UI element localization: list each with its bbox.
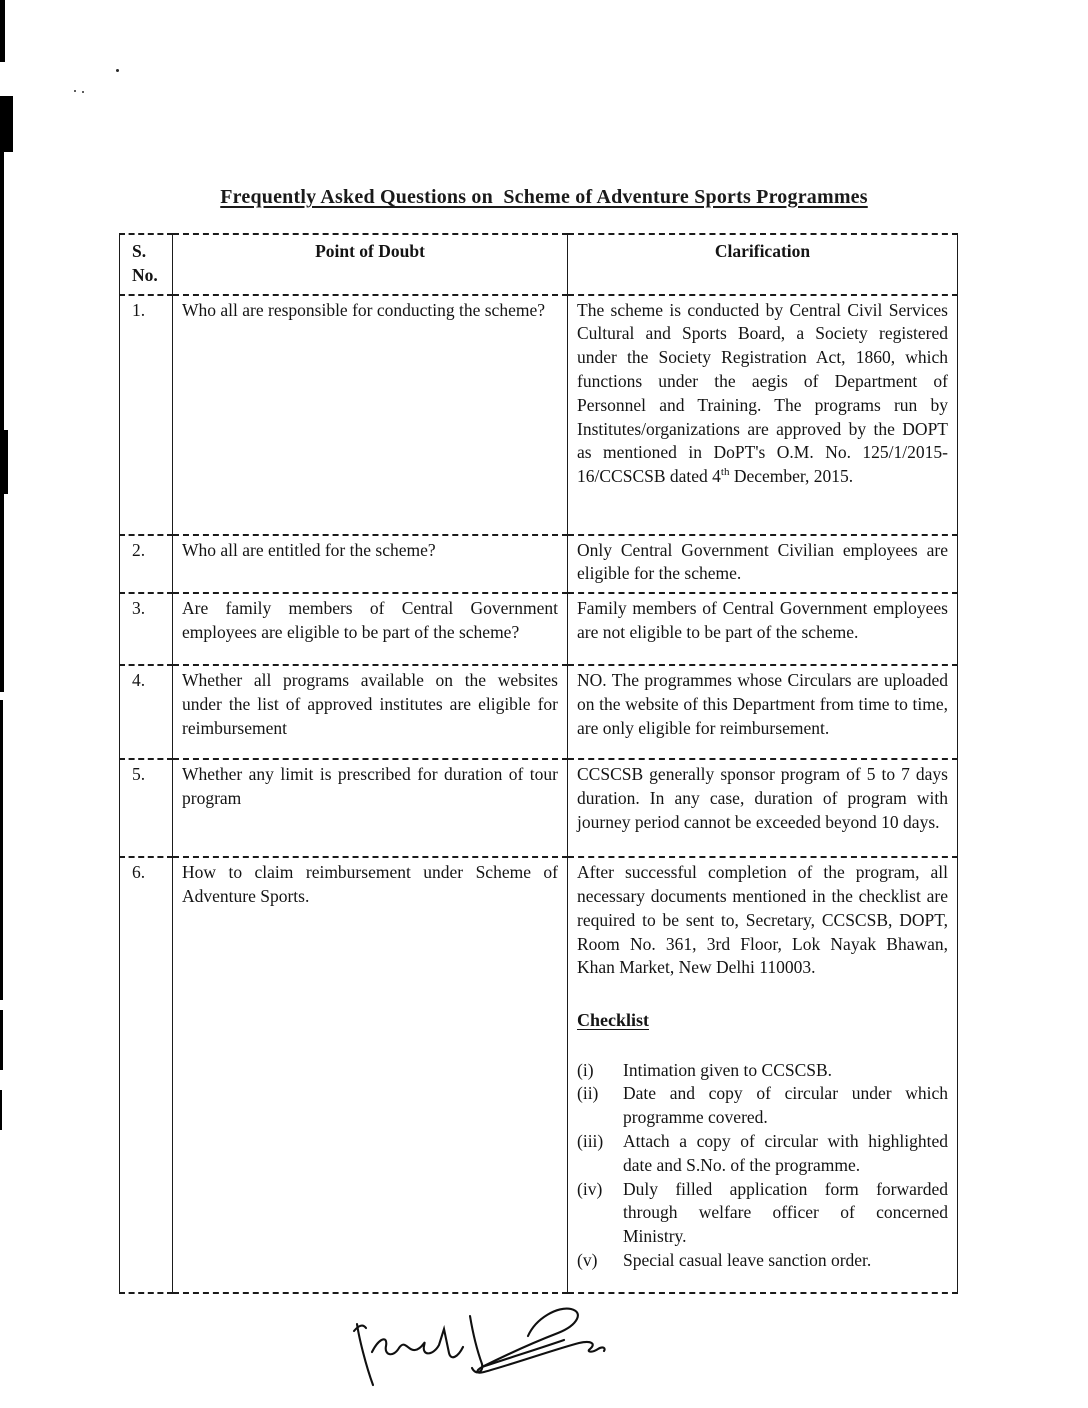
checklist-item-marker: (iii) — [577, 1131, 604, 1152]
scan-edge-mark — [0, 0, 5, 62]
header-clarification: Clarification — [568, 234, 958, 295]
row-doubt: Who all are responsible for conducting the scheme? — [173, 295, 568, 535]
row-sno: 3. — [120, 593, 173, 665]
row-doubt: Whether any limit is prescribed for duration of tour program — [173, 759, 568, 857]
signature — [342, 1294, 610, 1394]
checklist-item-text: Duly filled application form forwarded through welfare officer of concerned Ministry. — [623, 1178, 948, 1247]
table-header-row — [120, 234, 958, 295]
row-clarification: Only Central Government Civilian employees are eligible for the scheme. — [568, 535, 958, 594]
page-title-text: Frequently Asked Questions on Scheme of Adventure Sports Programmes — [220, 186, 868, 208]
scan-edge-mark — [0, 1090, 2, 1130]
row-sno: 6. — [120, 857, 173, 1293]
row-sno: 5. — [120, 759, 173, 857]
row-doubt: Are family members of Central Government employees are eligible to be part of the scheme? — [173, 593, 568, 665]
row-sno: 2. — [120, 535, 173, 594]
row-sno: 1. — [120, 295, 173, 535]
checklist-item — [577, 1059, 948, 1083]
faq-table — [119, 233, 958, 1294]
checklist-item-marker: (v) — [577, 1250, 598, 1271]
scan-speck — [74, 90, 76, 92]
table-row — [120, 535, 958, 594]
checklist-item — [577, 1178, 948, 1249]
table-row — [120, 857, 958, 1293]
checklist — [577, 1059, 948, 1273]
checklist-item — [577, 1249, 948, 1273]
table-row — [120, 759, 958, 857]
scan-edge-mark — [0, 430, 8, 494]
checklist-item-marker: (ii) — [577, 1083, 599, 1104]
row-clarification: CCSCSB generally sponsor program of 5 to 7 days duration. In any case, duration of program with journey period cannot be exceeded beyond 10 days. — [568, 759, 958, 857]
scan-edge-mark — [0, 700, 3, 1000]
row-doubt: How to claim reimbursement under Scheme of Adventure Sports. — [173, 857, 568, 1293]
scan-speck — [82, 91, 84, 93]
checklist-item-text: Special casual leave sanction order. — [623, 1250, 872, 1271]
checklist-item-text: Date and copy of circular under which programme covered. — [623, 1083, 948, 1128]
scan-edge-mark — [0, 1010, 3, 1070]
scan-edge-mark — [0, 152, 4, 692]
header-point-of-doubt: Point of Doubt — [173, 234, 568, 295]
row-clarification — [568, 857, 958, 1293]
row-clarification: NO. The programmes whose Circulars are uploaded on the website of this Department from time to time, are only eligible for reimbursement. — [568, 665, 958, 759]
clarification-text — [577, 299, 948, 489]
table-row — [120, 665, 958, 759]
header-sno-line2: No. — [132, 264, 158, 285]
checklist-item-text: Attach a copy of circular with highlighted date and S.No. of the programme. — [623, 1131, 948, 1175]
row-sno: 4. — [120, 665, 173, 759]
clarification-text-part1: The scheme is conducted by Central Civil Services Cultural and Sports Board, a Society registered under the Society Registration Act, 1860, which functions under the aegis of Department of Personnel and Training. The programs run by Institutes/organizations are approved by the DOPT as mentioned in DoPT's O.M. No. 125/1/2015-16/CCSCSB dated 4 — [577, 299, 948, 487]
checklist-heading-text: Checklist — [577, 1010, 649, 1031]
row-clarification — [568, 295, 958, 535]
clarification-text: After successful completion of the program, all necessary documents mentioned in the checklist are required to be sent to, Secretary, CCSCSB, DOPT, Room No. 361, 3rd Floor, Lok Nayak Bhawan, Khan Market, New Delhi 110003. — [577, 862, 948, 978]
row-doubt: Whether all programs available on the websites under the list of approved institutes are eligible for reimbursement — [173, 665, 568, 759]
row-doubt: Who all are entitled for the scheme? — [173, 535, 568, 594]
clarification-text-part2: December, 2015. — [729, 466, 854, 487]
header-sno-line1: S. — [132, 241, 147, 261]
scan-speck — [116, 69, 119, 72]
table-row — [120, 295, 958, 535]
checklist-item — [577, 1130, 948, 1178]
header-sno — [120, 234, 173, 295]
scan-edge-mark — [0, 96, 13, 152]
table-row — [120, 593, 958, 665]
checklist-item-marker: (i) — [577, 1059, 594, 1080]
checklist-item — [577, 1082, 948, 1130]
checklist-item-text: Intimation given to CCSCSB. — [623, 1059, 833, 1080]
checklist-heading — [577, 1008, 948, 1032]
row-clarification: Family members of Central Government employees are not eligible to be part of the scheme. — [568, 593, 958, 665]
checklist-item-marker: (iv) — [577, 1178, 603, 1199]
page-title — [0, 186, 1088, 209]
clarification-superscript: th — [720, 466, 730, 479]
